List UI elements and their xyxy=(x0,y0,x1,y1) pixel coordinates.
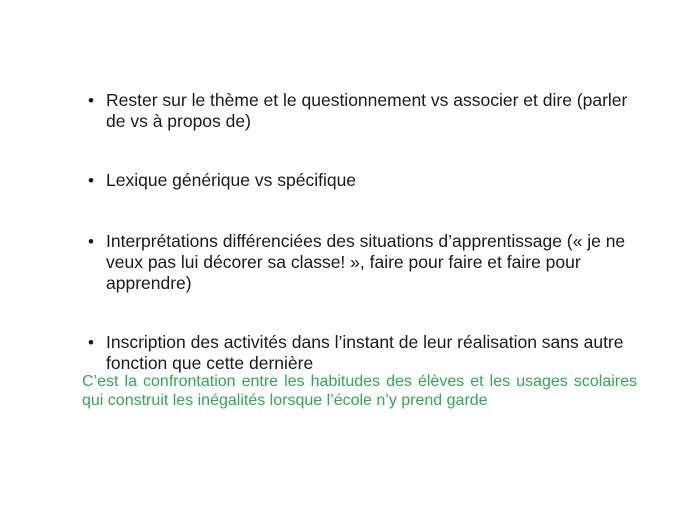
bullet-item-lexique: • Lexique générique vs spécifique xyxy=(88,170,648,191)
bullet-list xyxy=(88,90,648,374)
bullet-item-inscription: • Inscription des activités dans l’instant de leur réalisation sans autre fonction que cette dernière xyxy=(88,332,648,374)
conclusion-text: C’est la confrontation entre les habitudes des élèves et les usages scolaires qui construit les inégalités lorsque l’école n’y prend garde xyxy=(82,373,637,409)
bullet-item-interpretations: • Interprétations différenciées des situations d’apprentissage (« je ne veux pas lui décorer sa classe! », faire pour faire et faire pour apprendre) xyxy=(88,231,648,294)
bullet-item-theme: • Rester sur le thème et le questionnement vs associer et dire (parler de vs à propos de) xyxy=(88,90,648,132)
